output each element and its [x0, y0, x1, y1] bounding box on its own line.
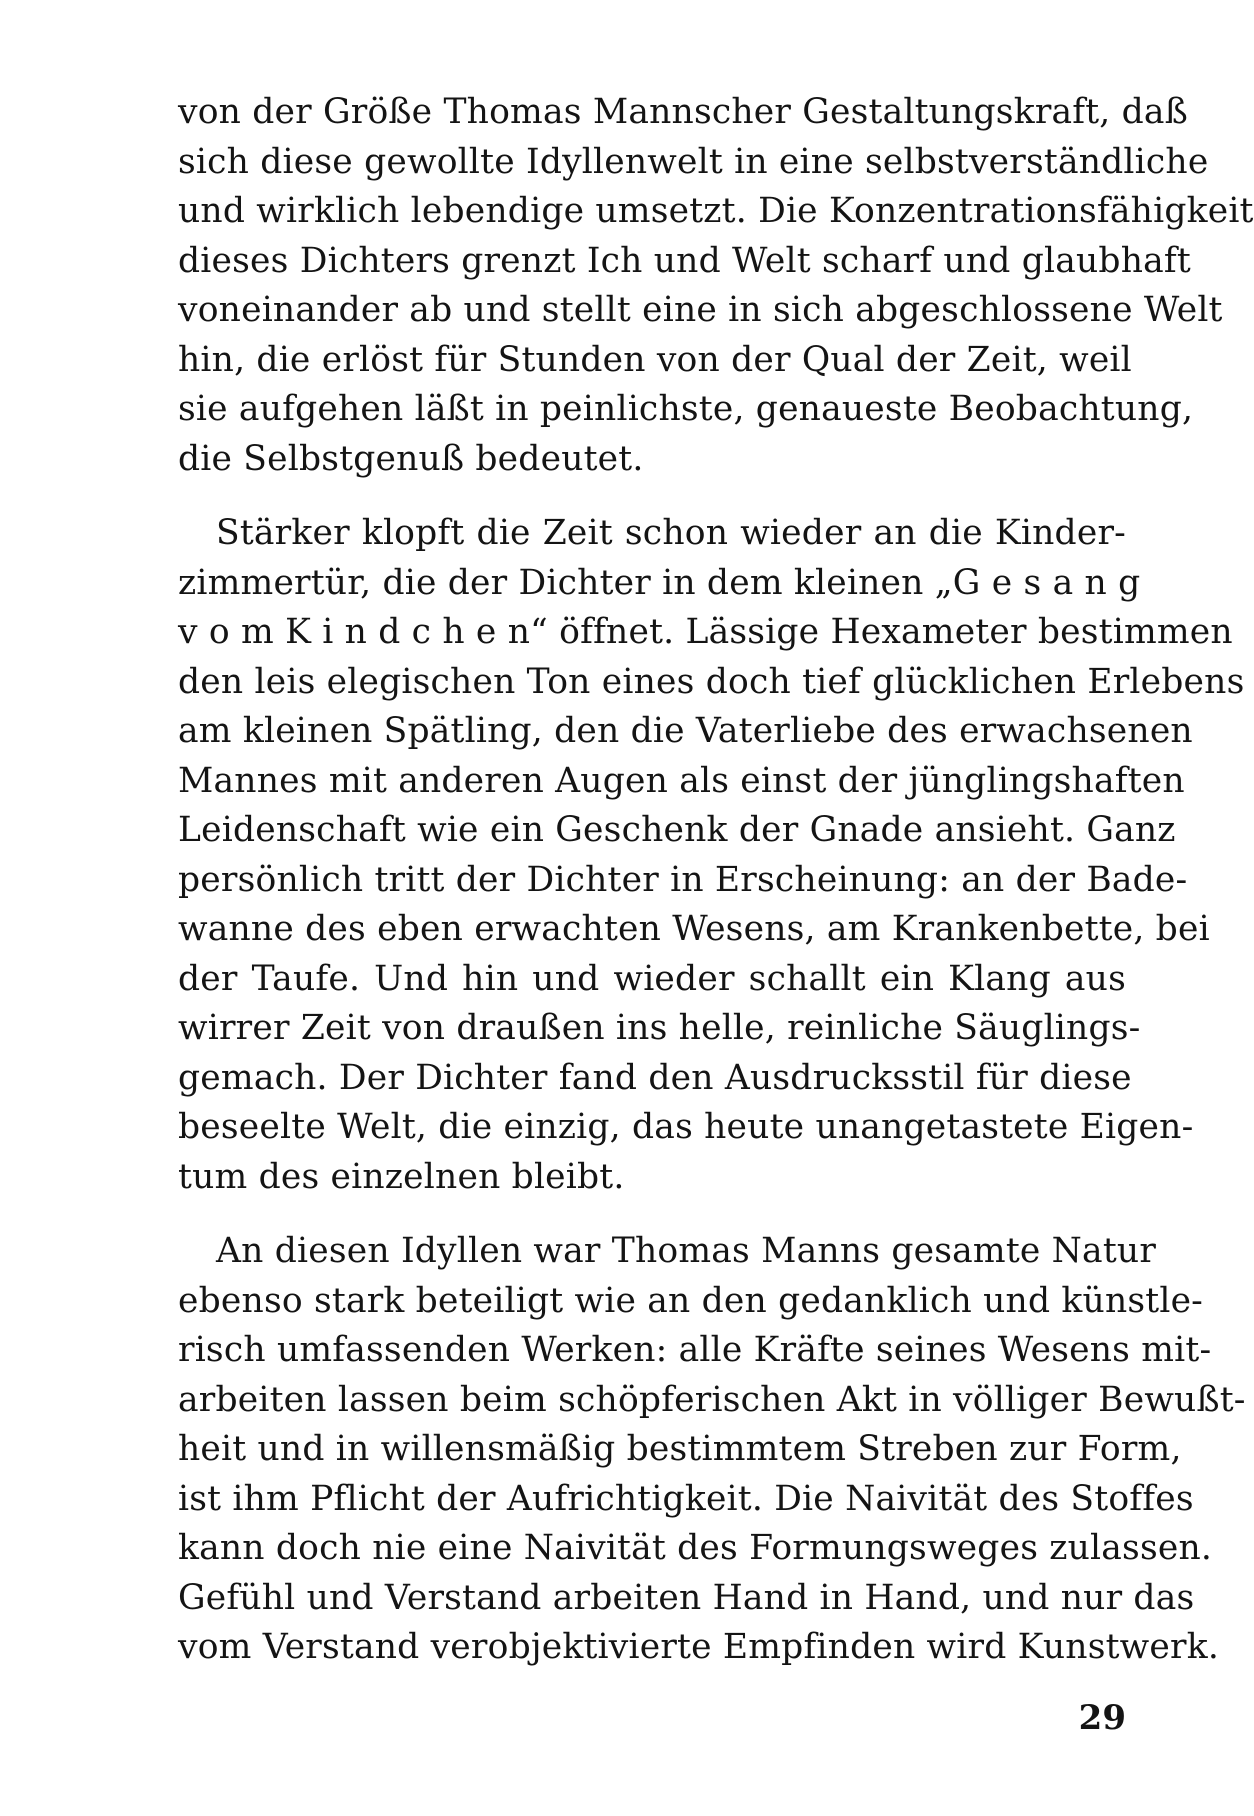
paragraph-3: [178, 1227, 1246, 1673]
text-line: persönlich tritt der Dichter in Erscheinung: an der Bade-: [178, 859, 1188, 900]
text-line: v o m K i n d c h e n“ öffnet. Lässige Hexameter bestimmen: [178, 612, 1233, 652]
text-line: Leidenschaft wie ein Geschenk der Gnade ansieht. Ganz: [178, 810, 1176, 850]
text-line: wirrer Zeit von draußen ins helle, reinliche Säuglings-: [178, 1008, 1141, 1048]
book-page: [178, 88, 1254, 1788]
text-line: kann doch nie eine Naivität des Formungsweges zulassen.: [178, 1528, 1213, 1568]
text-line: Stärker klopft die Zeit schon wieder an die Kinder-: [216, 513, 1126, 553]
text-line: am kleinen Spätling, den die Vaterliebe des erwachsenen: [178, 711, 1193, 751]
text-line: risch umfassenden Werken: alle Kräfte seines Wesens mit-: [178, 1330, 1212, 1370]
text-line: wanne des eben erwachten Wesens, am Krankenbette, bei: [178, 909, 1210, 949]
text-line: vom Verstand verobjektivierte Empfinden wird Kunstwerk.: [178, 1627, 1219, 1667]
text-line: die Selbstgenuß bedeutet.: [178, 438, 644, 479]
text-line: sie aufgehen läßt in peinlichste, genaueste Beobachtung,: [178, 389, 1194, 429]
text-line: und wirklich lebendige umsetzt. Die Konzentrationsfähigkeit: [178, 191, 1254, 231]
paragraph-gap: [178, 1202, 1126, 1227]
text-line: arbeiten lassen beim schöpferischen Akt in völliger Bewußt-: [178, 1379, 1246, 1420]
paragraph-2: [178, 509, 1245, 1202]
page-number: 29: [1078, 1698, 1126, 1738]
text-line: ist ihm Pflicht der Aufrichtigkeit. Die Naivität des Stoffes: [178, 1478, 1194, 1519]
text-line: voneinander ab und stellt eine in sich abgeschlossene Welt: [178, 290, 1223, 330]
text-line: An diesen Idyllen war Thomas Manns gesamte Natur: [216, 1231, 1157, 1271]
text-line: der Taufe. Und hin und wieder schallt ein Klang aus: [178, 958, 1126, 999]
text-line: von der Größe Thomas Mannscher Gestaltungskraft, daß: [178, 92, 1188, 132]
paragraph-1: [178, 88, 1254, 484]
text-line: Mannes mit anderen Augen als einst der jünglingshaften: [178, 760, 1185, 801]
text-line: zimmertür, die der Dichter in dem kleinen „G e s a n g: [178, 562, 1141, 603]
text-line: Gefühl und Verstand arbeiten Hand in Hand, und nur das: [178, 1577, 1195, 1618]
text-line: sich diese gewollte Idyllenwelt in eine selbstverständliche: [178, 141, 1209, 182]
paragraph-gap: [178, 484, 1126, 509]
text-line: beseelte Welt, die einzig, das heute unangetastete Eigen-: [178, 1107, 1194, 1147]
text-line: dieses Dichters grenzt Ich und Welt scharf und glaubhaft: [178, 240, 1191, 281]
text-line: hin, die erlöst für Stunden von der Qual der Zeit, weil: [178, 339, 1132, 380]
text-line: tum des einzelnen bleibt.: [178, 1156, 625, 1197]
text-line: den leis elegischen Ton eines doch tief glücklichen Erlebens: [178, 661, 1245, 702]
text-line: gemach. Der Dichter fand den Ausdrucksstil für diese: [178, 1057, 1132, 1098]
text-line: heit und in willensmäßig bestimmtem Streben zur Form,: [178, 1429, 1182, 1469]
text-line: ebenso stark beteiligt wie an den gedanklich und künstle-: [178, 1280, 1204, 1321]
